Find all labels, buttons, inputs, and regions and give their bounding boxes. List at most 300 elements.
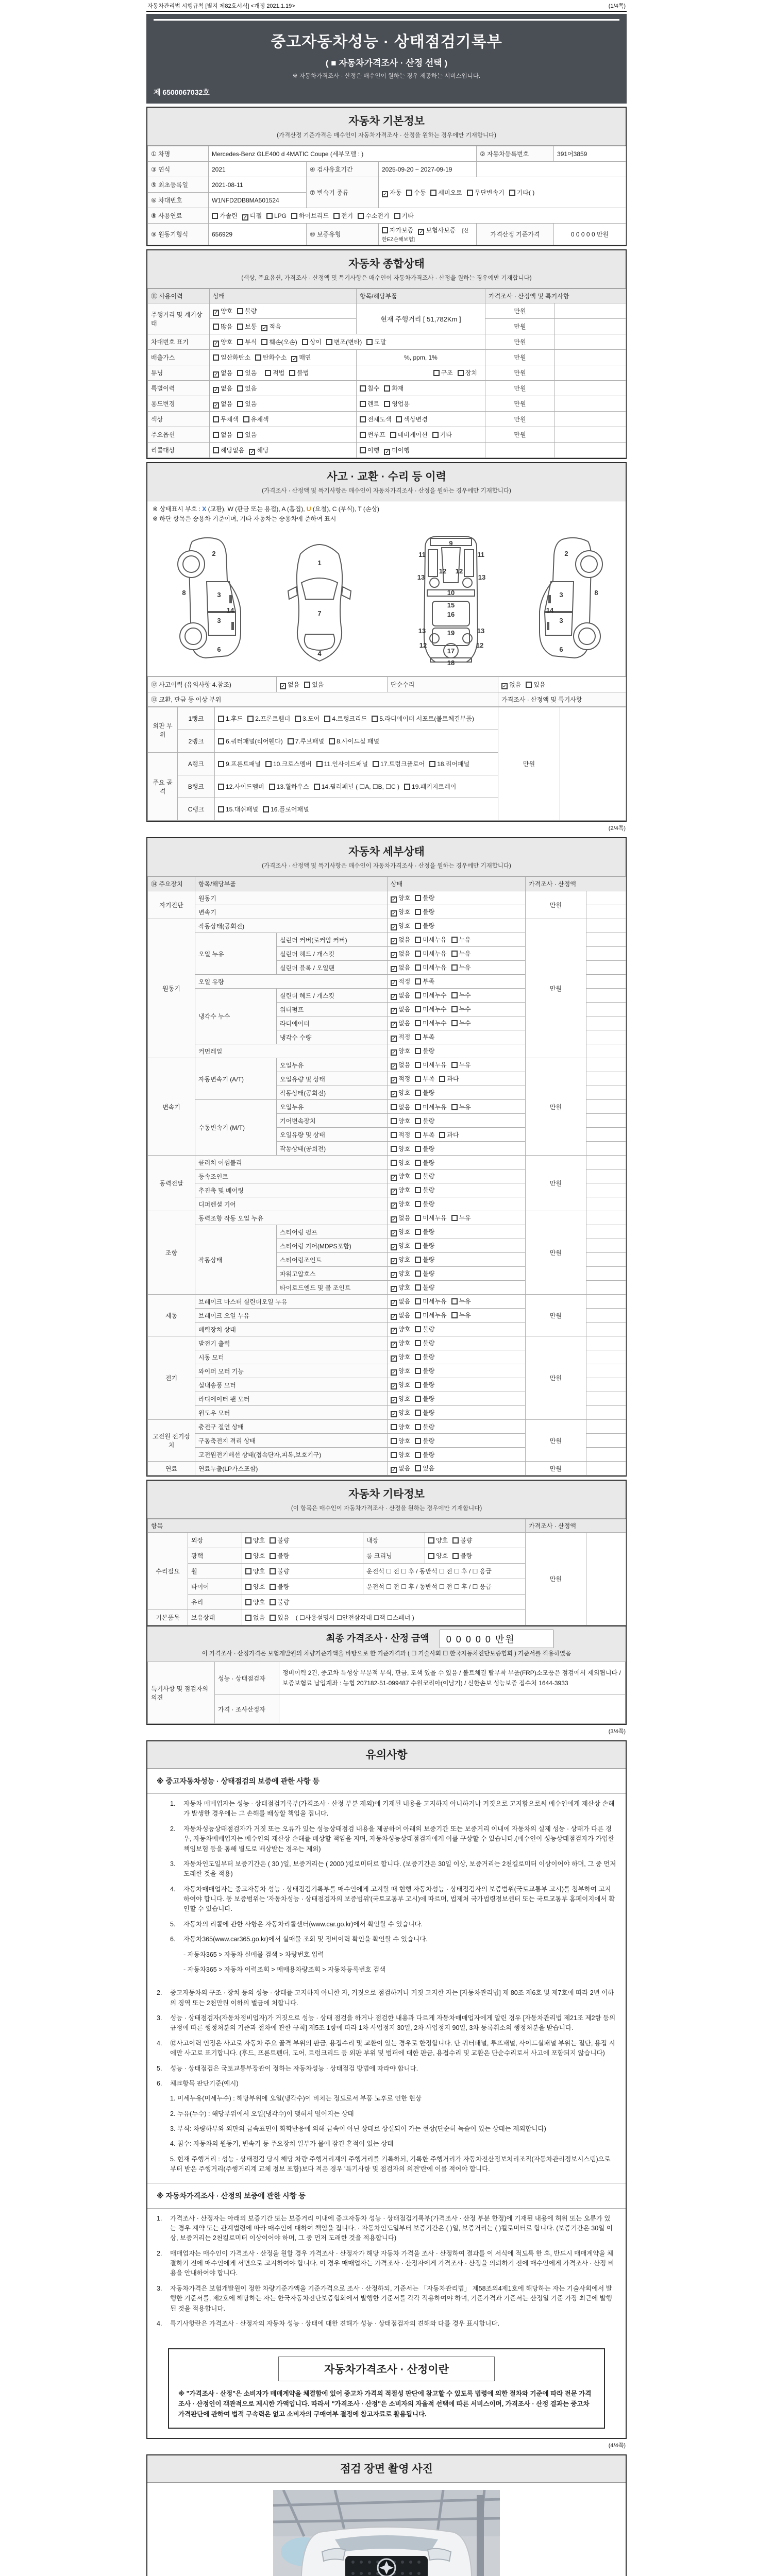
checked-checkbox-icon[interactable]: ✓ [392,1467,396,1473]
unchecked-checkbox-icon[interactable] [245,1615,251,1621]
checkbox-option[interactable] [415,1005,446,1013]
checkbox-option[interactable] [366,337,386,346]
checkbox-option[interactable] [391,1116,410,1125]
checkbox-option[interactable] [237,337,257,346]
checkbox-option[interactable] [415,1199,434,1208]
checkbox-option[interactable] [270,1551,289,1560]
checked-checkbox-icon[interactable]: ✓ [214,402,219,409]
checkbox-option[interactable] [391,991,410,1000]
unchecked-checkbox-icon[interactable] [415,964,421,971]
checkbox-option[interactable] [391,1352,410,1362]
unchecked-checkbox-icon[interactable] [451,964,458,971]
checkbox-option[interactable] [391,1199,410,1209]
checkbox-option[interactable] [213,430,232,439]
checkbox-option[interactable] [391,1464,410,1473]
checkbox-option[interactable] [391,1103,410,1111]
checkbox-option[interactable] [451,1297,471,1306]
checkbox-option[interactable] [261,322,281,331]
checkbox-option[interactable] [263,805,309,814]
checked-checkbox-icon[interactable]: ✓ [392,1050,396,1056]
unchecked-checkbox-icon[interactable] [326,339,332,345]
checked-checkbox-icon[interactable]: ✓ [214,310,219,316]
checkbox-option[interactable] [418,226,456,235]
unchecked-checkbox-icon[interactable] [360,432,366,438]
checkbox-option[interactable] [218,737,283,745]
checked-checkbox-icon[interactable]: ✓ [392,911,396,917]
unchecked-checkbox-icon[interactable] [358,213,364,219]
unchecked-checkbox-icon[interactable] [237,385,243,392]
checkbox-option[interactable] [451,935,471,944]
unchecked-checkbox-icon[interactable] [213,354,219,361]
unchecked-checkbox-icon[interactable] [415,1340,421,1346]
unchecked-checkbox-icon[interactable] [245,1599,251,1605]
checkbox-option[interactable] [237,384,257,393]
unchecked-checkbox-icon[interactable] [265,761,272,767]
checkbox-option[interactable] [451,963,471,972]
checkbox-option[interactable] [391,1311,410,1320]
unchecked-checkbox-icon[interactable] [270,1553,276,1559]
checked-checkbox-icon[interactable]: ✓ [392,1064,396,1070]
checkbox-option[interactable] [213,353,250,362]
checkbox-option[interactable] [324,714,367,723]
unchecked-checkbox-icon[interactable] [237,308,243,314]
checkbox-option[interactable] [396,415,427,423]
unchecked-checkbox-icon[interactable] [415,951,421,957]
checkbox-option[interactable] [391,893,410,903]
unchecked-checkbox-icon[interactable] [415,1104,421,1110]
unchecked-checkbox-icon[interactable] [404,784,410,790]
unchecked-checkbox-icon[interactable] [263,806,269,812]
unchecked-checkbox-icon[interactable] [270,1584,276,1590]
checked-checkbox-icon[interactable]: ✓ [392,1231,396,1236]
checkbox-option[interactable] [212,211,238,220]
unchecked-checkbox-icon[interactable] [415,1187,421,1193]
checkbox-option[interactable] [451,991,471,999]
checkbox-option[interactable] [415,935,446,944]
checkbox-option[interactable] [291,211,329,220]
checkbox-option[interactable] [304,680,324,689]
unchecked-checkbox-icon[interactable] [415,1354,421,1360]
checkbox-option[interactable] [439,1074,459,1083]
checked-checkbox-icon[interactable]: ✓ [392,1342,396,1348]
checkbox-option[interactable] [415,921,434,930]
checked-checkbox-icon[interactable]: ✓ [392,1300,396,1306]
unchecked-checkbox-icon[interactable] [415,895,421,901]
checkbox-option[interactable] [391,1338,410,1348]
unchecked-checkbox-icon[interactable] [415,1257,421,1263]
checkbox-option[interactable] [415,1380,434,1389]
unchecked-checkbox-icon[interactable] [415,1452,421,1458]
unchecked-checkbox-icon[interactable] [391,1146,397,1152]
unchecked-checkbox-icon[interactable] [415,909,421,915]
checkbox-option[interactable] [360,399,379,408]
checkbox-option[interactable] [406,188,426,197]
checkbox-option[interactable] [213,446,244,454]
checked-checkbox-icon[interactable]: ✓ [392,1384,396,1389]
checked-checkbox-icon[interactable]: ✓ [392,1370,396,1376]
checkbox-option[interactable] [415,1172,434,1180]
checkbox-option[interactable] [384,399,410,408]
unchecked-checkbox-icon[interactable] [302,339,308,345]
checkbox-option[interactable] [213,307,232,316]
checkbox-option[interactable] [360,415,391,423]
unchecked-checkbox-icon[interactable] [247,716,254,722]
unchecked-checkbox-icon[interactable] [265,370,271,376]
checkbox-option[interactable] [360,446,379,454]
unchecked-checkbox-icon[interactable] [391,1118,397,1124]
checkbox-option[interactable] [213,384,232,393]
checkbox-option[interactable] [451,1019,471,1027]
checkbox-option[interactable] [288,737,324,745]
checkbox-option[interactable] [391,1255,410,1264]
unchecked-checkbox-icon[interactable] [406,190,412,196]
unchecked-checkbox-icon[interactable] [415,992,421,998]
checked-checkbox-icon[interactable]: ✓ [385,449,390,455]
checkbox-option[interactable] [358,211,389,220]
checkbox-option[interactable] [249,446,268,455]
unchecked-checkbox-icon[interactable] [415,1396,421,1402]
checkbox-option[interactable] [384,446,410,455]
checkbox-option[interactable] [415,1408,434,1417]
unchecked-checkbox-icon[interactable] [270,1599,276,1605]
unchecked-checkbox-icon[interactable] [458,370,464,376]
checkbox-option[interactable] [391,1088,410,1097]
checkbox-option[interactable] [391,1366,410,1376]
unchecked-checkbox-icon[interactable] [415,1006,421,1012]
checked-checkbox-icon[interactable]: ✓ [392,1078,396,1083]
checkbox-option[interactable] [218,782,264,791]
checkbox-option[interactable] [326,337,362,346]
unchecked-checkbox-icon[interactable] [291,213,297,219]
checkbox-option[interactable] [247,714,290,723]
checkbox-option[interactable] [415,1450,434,1459]
checked-checkbox-icon[interactable]: ✓ [392,980,396,986]
unchecked-checkbox-icon[interactable] [391,1452,397,1458]
checkbox-option[interactable] [382,226,413,234]
unchecked-checkbox-icon[interactable] [415,1020,421,1026]
checkbox-option[interactable] [415,1088,434,1097]
unchecked-checkbox-icon[interactable] [415,1062,421,1068]
unchecked-checkbox-icon[interactable] [304,682,310,688]
checked-checkbox-icon[interactable]: ✓ [392,1273,396,1278]
unchecked-checkbox-icon[interactable] [218,806,224,812]
checked-checkbox-icon[interactable]: ✓ [419,229,424,235]
checkbox-option[interactable] [360,430,385,439]
checkbox-option[interactable] [270,1598,289,1606]
unchecked-checkbox-icon[interactable] [428,1553,434,1559]
checkbox-option[interactable] [218,805,258,814]
checkbox-option[interactable] [415,1019,446,1027]
checked-checkbox-icon[interactable]: ✓ [392,1412,396,1417]
checkbox-option[interactable] [451,1005,471,1013]
checkbox-option[interactable] [390,430,428,439]
checkbox-option[interactable] [433,368,453,377]
unchecked-checkbox-icon[interactable] [384,401,390,407]
unchecked-checkbox-icon[interactable] [415,1298,421,1304]
checkbox-option[interactable] [391,1297,410,1306]
checked-checkbox-icon[interactable]: ✓ [502,683,507,689]
unchecked-checkbox-icon[interactable] [316,761,323,767]
checked-checkbox-icon[interactable]: ✓ [392,1008,396,1014]
unchecked-checkbox-icon[interactable] [269,784,275,790]
unchecked-checkbox-icon[interactable] [415,1229,421,1235]
unchecked-checkbox-icon[interactable] [213,324,219,330]
unchecked-checkbox-icon[interactable] [415,1270,421,1277]
checked-checkbox-icon[interactable]: ✓ [392,1092,396,1097]
checkbox-option[interactable] [391,935,410,944]
checkbox-option[interactable] [415,907,434,916]
checkbox-option[interactable] [270,1582,289,1591]
checkbox-option[interactable] [415,1158,434,1167]
unchecked-checkbox-icon[interactable] [415,1076,421,1082]
unchecked-checkbox-icon[interactable] [415,978,421,985]
checkbox-option[interactable] [415,1325,434,1333]
unchecked-checkbox-icon[interactable] [415,1215,421,1221]
checkbox-option[interactable] [428,1551,448,1560]
unchecked-checkbox-icon[interactable] [218,716,224,722]
checkbox-option[interactable] [415,991,446,999]
checkbox-option[interactable] [213,368,232,378]
unchecked-checkbox-icon[interactable] [415,1034,421,1040]
unchecked-checkbox-icon[interactable] [213,447,219,453]
checkbox-option[interactable] [430,188,462,197]
checked-checkbox-icon[interactable]: ✓ [392,1203,396,1209]
unchecked-checkbox-icon[interactable] [213,432,219,438]
unchecked-checkbox-icon[interactable] [526,682,532,688]
checked-checkbox-icon[interactable]: ✓ [392,1356,396,1362]
unchecked-checkbox-icon[interactable] [245,1553,251,1559]
unchecked-checkbox-icon[interactable] [384,385,390,392]
checked-checkbox-icon[interactable]: ✓ [281,683,285,689]
checkbox-option[interactable] [269,782,309,791]
checkbox-option[interactable] [243,415,269,423]
checked-checkbox-icon[interactable]: ✓ [392,1245,396,1250]
checkbox-option[interactable] [415,1352,434,1361]
checkbox-option[interactable] [415,1283,434,1292]
checkbox-option[interactable] [289,368,309,377]
checkbox-option[interactable] [213,415,239,423]
unchecked-checkbox-icon[interactable] [360,385,366,392]
checkbox-option[interactable] [452,1536,472,1545]
unchecked-checkbox-icon[interactable] [415,1368,421,1374]
checkbox-option[interactable] [237,368,257,377]
unchecked-checkbox-icon[interactable] [237,370,243,376]
checkbox-option[interactable] [213,337,232,347]
unchecked-checkbox-icon[interactable] [451,1020,458,1026]
unchecked-checkbox-icon[interactable] [218,784,224,790]
checkbox-option[interactable] [415,1074,434,1083]
unchecked-checkbox-icon[interactable] [451,937,458,943]
checkbox-option[interactable] [245,1598,265,1606]
unchecked-checkbox-icon[interactable] [314,784,320,790]
unchecked-checkbox-icon[interactable] [415,1048,421,1054]
checkbox-option[interactable] [391,1172,410,1181]
unchecked-checkbox-icon[interactable] [415,923,421,929]
checkbox-option[interactable] [415,977,434,986]
checkbox-option[interactable] [218,714,243,723]
unchecked-checkbox-icon[interactable] [415,1201,421,1207]
unchecked-checkbox-icon[interactable] [451,1006,458,1012]
unchecked-checkbox-icon[interactable] [212,213,218,219]
checkbox-option[interactable] [237,399,257,408]
checkbox-option[interactable] [373,759,425,768]
checkbox-option[interactable] [245,1536,265,1545]
checked-checkbox-icon[interactable]: ✓ [214,387,219,393]
unchecked-checkbox-icon[interactable] [415,1132,421,1138]
unchecked-checkbox-icon[interactable] [295,716,301,722]
checkbox-option[interactable] [415,1103,446,1111]
checkbox-option[interactable] [302,337,322,346]
unchecked-checkbox-icon[interactable] [261,339,267,345]
unchecked-checkbox-icon[interactable] [451,992,458,998]
checkbox-option[interactable] [451,1311,471,1319]
unchecked-checkbox-icon[interactable] [439,1076,445,1082]
unchecked-checkbox-icon[interactable] [452,1553,459,1559]
checkbox-option[interactable] [451,949,471,958]
checkbox-option[interactable] [384,384,404,393]
checkbox-option[interactable] [509,188,535,197]
unchecked-checkbox-icon[interactable] [415,1382,421,1388]
checkbox-option[interactable] [291,353,311,362]
checkbox-option[interactable] [429,759,469,768]
checkbox-option[interactable] [391,1158,410,1167]
checked-checkbox-icon[interactable]: ✓ [392,1217,396,1223]
unchecked-checkbox-icon[interactable] [451,1312,458,1318]
unchecked-checkbox-icon[interactable] [237,324,243,330]
checkbox-option[interactable] [415,1422,434,1431]
unchecked-checkbox-icon[interactable] [373,761,379,767]
checkbox-option[interactable] [391,1241,410,1250]
unchecked-checkbox-icon[interactable] [429,761,435,767]
checkbox-option[interactable] [391,1450,410,1459]
checked-checkbox-icon[interactable]: ✓ [392,1398,396,1403]
checkbox-option[interactable] [391,1380,410,1389]
unchecked-checkbox-icon[interactable] [360,401,366,407]
unchecked-checkbox-icon[interactable] [415,1284,421,1291]
checked-checkbox-icon[interactable]: ✓ [392,1314,396,1320]
unchecked-checkbox-icon[interactable] [451,1104,458,1110]
unchecked-checkbox-icon[interactable] [467,190,473,196]
unchecked-checkbox-icon[interactable] [237,339,243,345]
unchecked-checkbox-icon[interactable] [329,738,335,744]
checkbox-option[interactable] [270,1536,289,1545]
unchecked-checkbox-icon[interactable] [270,1568,276,1574]
checkbox-option[interactable] [213,399,232,409]
unchecked-checkbox-icon[interactable] [360,416,366,422]
checked-checkbox-icon[interactable]: ✓ [243,214,248,221]
unchecked-checkbox-icon[interactable] [270,1615,276,1621]
checked-checkbox-icon[interactable]: ✓ [292,356,297,362]
checkbox-option[interactable] [415,1464,434,1472]
unchecked-checkbox-icon[interactable] [415,1410,421,1416]
unchecked-checkbox-icon[interactable] [288,738,294,744]
unchecked-checkbox-icon[interactable] [428,1537,434,1544]
checkbox-option[interactable] [391,1185,410,1195]
checkbox-option[interactable] [255,353,287,362]
unchecked-checkbox-icon[interactable] [237,401,243,407]
checkbox-option[interactable] [280,680,299,689]
checkbox-option[interactable] [415,1366,434,1375]
checked-checkbox-icon[interactable]: ✓ [392,994,396,1000]
checkbox-option[interactable] [415,1116,434,1125]
checkbox-option[interactable] [415,1144,434,1153]
unchecked-checkbox-icon[interactable] [394,213,400,219]
unchecked-checkbox-icon[interactable] [451,1298,458,1304]
checkbox-option[interactable] [391,1283,410,1292]
checked-checkbox-icon[interactable]: ✓ [392,1022,396,1028]
checkbox-option[interactable] [451,1213,471,1222]
checkbox-option[interactable] [391,1019,410,1028]
unchecked-checkbox-icon[interactable] [415,1438,421,1444]
checkbox-option[interactable] [415,1269,434,1278]
unchecked-checkbox-icon[interactable] [439,1132,445,1138]
checkbox-option[interactable] [501,680,521,689]
unchecked-checkbox-icon[interactable] [415,1146,421,1152]
checkbox-option[interactable] [415,1297,446,1306]
unchecked-checkbox-icon[interactable] [415,1090,421,1096]
checkbox-option[interactable] [458,368,477,377]
unchecked-checkbox-icon[interactable] [415,1312,421,1318]
checkbox-option[interactable] [467,188,505,197]
checked-checkbox-icon[interactable]: ✓ [392,1036,396,1042]
checkbox-option[interactable] [265,759,312,768]
checkbox-option[interactable] [451,1103,471,1111]
unchecked-checkbox-icon[interactable] [391,1104,397,1110]
checkbox-option[interactable] [391,1436,410,1445]
checkbox-option[interactable] [213,322,232,331]
unchecked-checkbox-icon[interactable] [245,1584,251,1590]
checkbox-option[interactable] [237,430,257,439]
checkbox-option[interactable] [295,714,320,723]
checkbox-option[interactable] [245,1582,265,1591]
checkbox-option[interactable] [415,1436,434,1445]
unchecked-checkbox-icon[interactable] [390,432,396,438]
checkbox-option[interactable] [452,1551,472,1560]
checkbox-option[interactable] [415,1213,446,1222]
checked-checkbox-icon[interactable]: ✓ [392,953,396,958]
checkbox-option[interactable] [415,1338,434,1347]
unchecked-checkbox-icon[interactable] [432,432,439,438]
checkbox-option[interactable] [382,188,401,197]
checked-checkbox-icon[interactable]: ✓ [392,939,396,944]
checkbox-option[interactable] [391,1422,410,1431]
unchecked-checkbox-icon[interactable] [430,190,436,196]
checkbox-option[interactable] [245,1551,265,1560]
unchecked-checkbox-icon[interactable] [415,1326,421,1332]
checkbox-option[interactable] [265,368,284,377]
unchecked-checkbox-icon[interactable] [266,213,273,219]
unchecked-checkbox-icon[interactable] [391,1160,397,1166]
unchecked-checkbox-icon[interactable] [415,937,421,943]
checkbox-option[interactable] [415,1227,434,1236]
checkbox-option[interactable] [329,737,379,745]
checked-checkbox-icon[interactable]: ✓ [392,1328,396,1334]
checkbox-option[interactable] [404,782,456,791]
checked-checkbox-icon[interactable]: ✓ [214,371,219,378]
checkbox-option[interactable] [360,384,379,393]
unchecked-checkbox-icon[interactable] [391,1424,397,1430]
unchecked-checkbox-icon[interactable] [391,1438,397,1444]
checked-checkbox-icon[interactable]: ✓ [214,341,219,347]
checkbox-option[interactable] [314,782,399,791]
unchecked-checkbox-icon[interactable] [324,716,330,722]
unchecked-checkbox-icon[interactable] [360,447,366,453]
unchecked-checkbox-icon[interactable] [415,1243,421,1249]
checkbox-option[interactable] [391,1032,410,1042]
checkbox-option[interactable] [428,1536,448,1545]
checkbox-option[interactable] [391,1144,410,1153]
checkbox-option[interactable] [391,1394,410,1403]
